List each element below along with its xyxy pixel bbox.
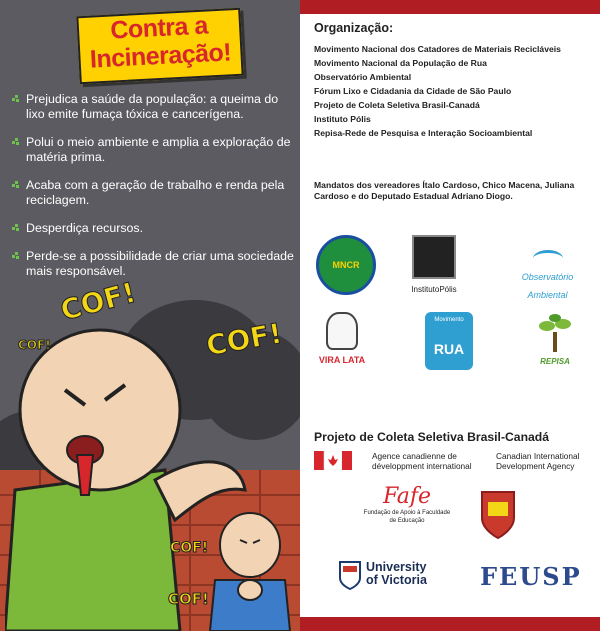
repisa-logo-text: REPISA [540, 357, 570, 366]
project-heading: Projeto de Coleta Seletiva Brasil-Canadá [314, 430, 550, 444]
fafe-logo-text: Fundação de Apoio à Faculdade de Educação [363, 510, 451, 524]
cof-sound-effect: COF! [170, 540, 209, 556]
bullet-item [12, 221, 294, 236]
cof-sound-effect: COF! [57, 275, 140, 328]
bullet-text: Polui o meio ambiente e amplia a exploração de matéria prima. [26, 135, 291, 164]
cof-sound-effect: COF! [18, 338, 51, 352]
agence-text: Agence canadienne de développment international [372, 451, 472, 471]
uvic-text [366, 561, 427, 587]
organization-item: Projeto de Coleta Seletiva Brasil-Canadá [314, 100, 480, 110]
title-line-1: Contra a [109, 11, 209, 45]
observatorio-logo [505, 250, 590, 300]
right-panel [300, 0, 600, 631]
top-red-strip [300, 0, 600, 14]
title-banner [76, 8, 243, 84]
organization-heading: Organização: [314, 21, 394, 35]
uvic-crest-icon [338, 560, 362, 590]
rua-logo-text: RUA [433, 341, 465, 357]
dog-mascot-icon [326, 312, 358, 350]
bullet-text: Prejudica a saúde da população: a queima do lixo emite fumaça tóxica e cancerígena. [26, 92, 279, 121]
cof-sound-effect: COF! [168, 590, 209, 608]
bullet-icon [12, 95, 20, 103]
mncr-logo-text: MNCR [332, 260, 360, 270]
bullet-text: Acaba com a geração de trabalho e renda pela reciclagem. [26, 178, 285, 207]
polis-logo-text: InstitutoPólis [411, 285, 457, 294]
organization-item: Movimento Nacional dos Catadores de Materiais Recicláveis [314, 44, 561, 54]
tree-icon [533, 312, 577, 352]
viralata-logo-text: VIRA LATA [318, 355, 366, 365]
organization-list [314, 44, 594, 142]
bullet-icon [12, 252, 20, 260]
title-line-2: Incineração! [89, 38, 232, 74]
organization-item: Fórum Lixo e Cidadania da Cidade de São Paulo [314, 86, 512, 96]
uvic-text-line-1: University [366, 560, 427, 574]
canada-flag-icon [314, 451, 352, 470]
bullet-text: Perde-se a possibilidade de criar uma sociedade mais responsável. [26, 249, 294, 278]
organization-item: Observatório Ambiental [314, 72, 412, 82]
bullet-item [12, 249, 294, 279]
globe-icon [533, 250, 563, 267]
fafe-logo-mark: Fafe [382, 484, 432, 509]
cida-text: Canadian International Development Agency [496, 451, 580, 471]
rua-movimento-text: Movimento [434, 317, 464, 323]
rua-logo [425, 312, 473, 370]
viralata-logo [316, 312, 368, 370]
bullet-list [12, 92, 294, 292]
polis-emblem-icon [412, 235, 456, 279]
polis-logo [410, 235, 458, 293]
organization-item: Movimento Nacional da População de Rua [314, 58, 487, 68]
bottom-red-strip [300, 617, 600, 631]
bullet-icon [12, 181, 20, 189]
usp-crest-icon [478, 488, 518, 540]
bullet-item [12, 178, 294, 208]
cof-sound-effect: COF! [203, 316, 285, 363]
bullet-item [12, 92, 294, 122]
organization-item: Instituto Pólis [314, 114, 371, 124]
feusp-logo: FEUSP [480, 562, 582, 591]
uvic-text-line-2: of Victoria [366, 573, 427, 587]
fafe-logo [362, 484, 452, 544]
bullet-text: Desperdiça recursos. [26, 221, 144, 235]
bullet-item [12, 135, 294, 165]
mandates-text: Mandatos dos vereadores Ítalo Cardoso, Chico Macena, Juliana Cardoso e do Deputado Estadual Adriano Diogo. [314, 180, 575, 201]
repisa-logo [525, 312, 585, 370]
coughing-child-illustration [205, 505, 300, 631]
organization-item: Repisa-Rede de Pesquisa e Interação Socioambiental [314, 128, 533, 138]
bullet-icon [12, 138, 20, 146]
observatorio-logo-text: Observatório Ambiental [521, 272, 574, 300]
bullet-icon [12, 224, 20, 232]
mncr-logo [316, 235, 376, 295]
